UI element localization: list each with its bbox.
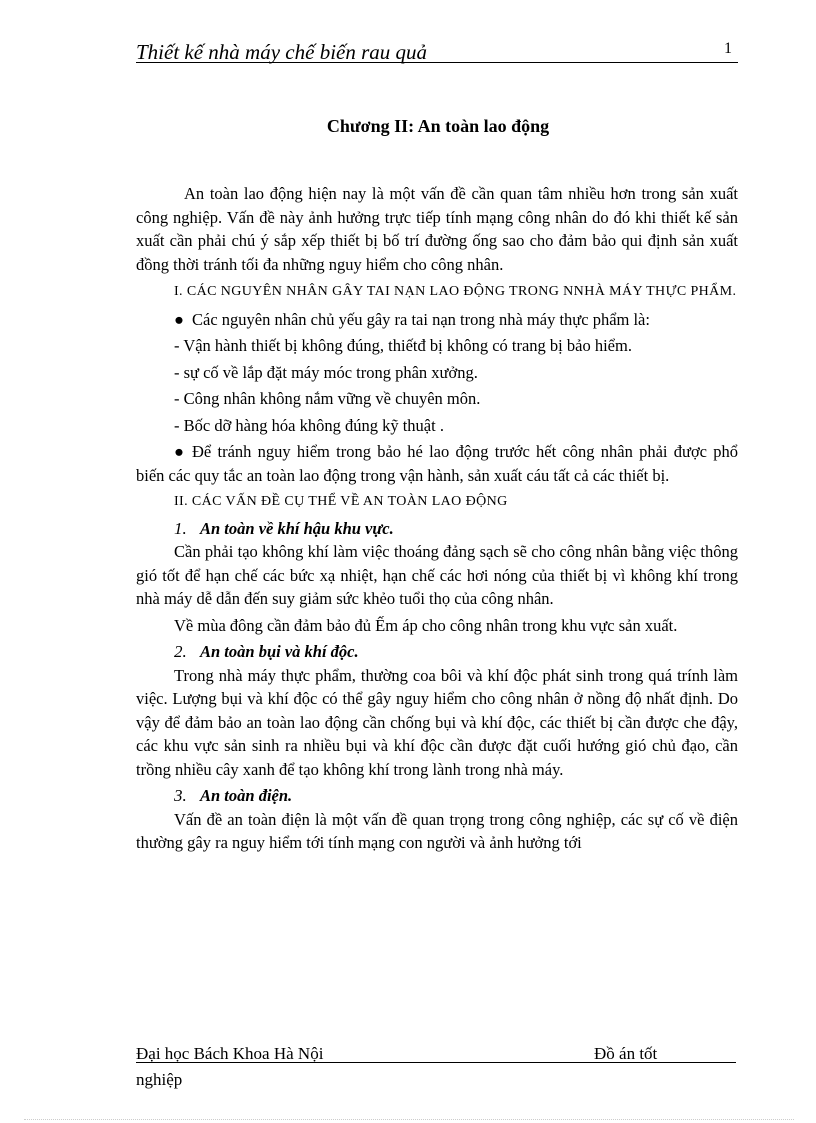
subsection-heading-3: [136, 784, 738, 808]
intro-paragraph: An toàn lao động hiện nay là một vấn đề cần quan tâm nhiều hơn trong sản xuất công nghiệp. Vấn đề này ảnh hưởng trực tiếp tính mạng công nhân do đó khi thiết kế sản xuất cần phải chú ý sắp xếp thiết bị bố trí đường ống sao cho đảm bảo qui định sản xuất đồng thời tránh tối đa những nguy hiểm cho công nhân.: [136, 184, 738, 274]
footer-continuation: nghiệp: [136, 1070, 183, 1089]
bullet-item: [136, 440, 738, 487]
subsection-number: 1.: [174, 518, 187, 538]
chapter-title: Chương II: An toàn lao động: [326, 116, 550, 136]
footer-project: Đồ án tốt: [594, 1044, 658, 1063]
dash-item: - Vận hành thiết bị không đúng, thiếtđ bị không có trang bị bảo hiểm.: [174, 336, 632, 355]
subsection-heading-2: [136, 640, 738, 664]
section-heading-2: II. CÁC VẤN ĐỀ CỤ THỂ VỀ AN TOÀN LAO ĐỘNG: [174, 494, 508, 509]
paragraph: Vấn đề an toàn điện là một vấn đề quan trọng trong công nghiệp, các sự cố về điện thường gây ra nguy hiểm tới tính mạng con người và ảnh hưởng tới: [136, 809, 738, 852]
dash-item: - sự cố về lắp đặt máy móc trong phân xưởng.: [174, 362, 478, 382]
subsection-number: 3.: [174, 786, 187, 805]
page-bottom-border: [24, 1119, 794, 1120]
dash-item: - Công nhân không nắm vững về chuyên môn.: [174, 389, 481, 408]
page-number: 1: [724, 40, 732, 57]
subsection-title: An toàn điện.: [200, 786, 293, 805]
bullet-item: [136, 308, 738, 332]
paragraph: Về mùa đông cần đảm bảo đủ Ếm áp cho công nhân trong khu vực sản xuất.: [174, 615, 678, 635]
page-header: [136, 40, 738, 63]
bullet-text: Để tránh nguy hiểm trong bảo hé lao động trước hết công nhân phải được phổ biến các quy tắc an toàn lao động trong vận hành, sản xuất cáu tất cả các thiết bị.: [136, 442, 738, 485]
subsection-heading-1: [136, 517, 738, 541]
section-heading-1: I. CÁC NGUYÊN NHÂN GÂY TAI NẠN LAO ĐỘNG TRONG NNHÀ MÁY THỰC PHẨM.: [174, 284, 737, 299]
bullet-text: Các nguyên nhân chủ yếu gây ra tai nạn trong nhà máy thực phẩm là:: [192, 309, 650, 329]
bullet-icon: ●: [174, 442, 184, 461]
subsection-title: An toàn về khí hậu khu vực.: [200, 518, 394, 538]
paragraph: Cần phải tạo không khí làm việc thoáng đảng sạch sẽ cho công nhân bằng việc thông gió tốt để hạn chế các bức xạ nhiệt, hạn chế các hơi nóng của thiết bị vì không khí trong nhà máy dễ dẫn đến suy giảm sức khẻo tuổi thọ của công nhân.: [136, 542, 738, 608]
dash-item: - Bốc dỡ hàng hóa không đúng kỹ thuật .: [174, 415, 444, 435]
subsection-title: An toàn bụi và khí độc.: [200, 642, 359, 661]
footer-university: Đại học Bách Khoa Hà Nội: [136, 1044, 324, 1063]
bullet-icon: ●: [174, 309, 184, 329]
header-title: Thiết kế nhà máy chế biến rau quả: [136, 40, 428, 64]
document-body: [136, 182, 738, 855]
paragraph: Trong nhà máy thực phẩm, thường coa bôi và khí độc phát sinh trong quá trính làm việc. Lượng bụi và khí độc có thể gây nguy hiểm cho công nhân ở nồng độ nhất định. Do vậy để đảm bảo an toàn lao động cần chống bụi và khí độc, các thiết bị cần được che đậy, các khu vực sản sinh ra nhiều bụi và khí độc cần được đặt cuối hướng gió chủ đạo, cần trồng nhiều cây xanh để tạo không khí trong lành trong nhà máy.: [136, 665, 738, 779]
subsection-number: 2.: [174, 642, 187, 661]
